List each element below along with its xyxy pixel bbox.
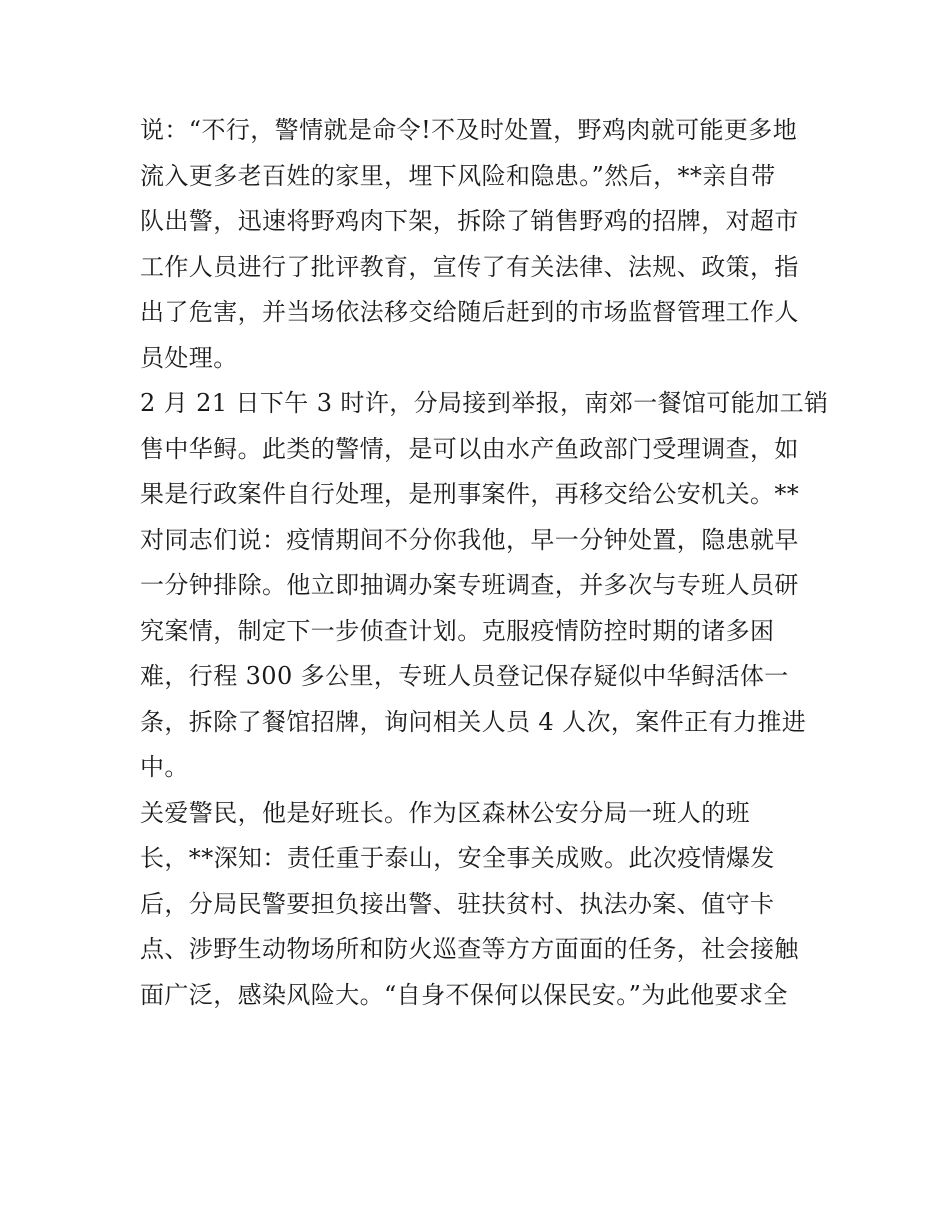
- text-line: 难，行程 300 多公里，专班人员登记保存疑似中华鲟活体一: [140, 662, 789, 690]
- text-line: 面广泛，感染风险大。“自身不保何以保民安。”为此他要求全: [140, 980, 788, 1009]
- text-line: 说：“不行，警情就是命令!不及时处置，野鸡肉就可能更多地: [140, 116, 798, 144]
- text-line: 关爱警民，他是好班长。作为区森林公安分局一班人的班: [140, 798, 750, 827]
- text-line: 果是行政案件自行处理，是刑事案件，再移交给公安机关。**: [140, 480, 800, 508]
- text-line: 中。: [140, 753, 189, 781]
- paragraph-caring-leader: [140, 791, 820, 1019]
- paragraph-supermarket-case: [140, 108, 820, 381]
- text-line: 出了危害，并当场依法移交给随后赶到的市场监督管理工作人: [140, 298, 799, 326]
- text-line: 条，拆除了餐馆招牌，询问相关人员 4 人次，案件正有力推进: [140, 707, 807, 736]
- text-line: 2 月 21 日下午 3 时许，分局接到举报，南郊一餐馆可能加工销: [140, 389, 829, 417]
- text-line: 队出警，迅速将野鸡肉下架，拆除了销售野鸡的招牌，对超市: [140, 207, 799, 235]
- text-line: 一分钟排除。他立即抽调办案专班调查，并多次与专班人员研: [140, 571, 799, 599]
- text-line: 点、涉野生动物场所和防火巡查等方方面面的任务，社会接触: [140, 935, 799, 963]
- paragraph-sturgeon-case: [140, 381, 829, 791]
- text-line: 后，分局民警要担负接出警、驻扶贫村、执法办案、值守卡: [140, 889, 775, 918]
- text-line: 究案情，制定下一步侦查计划。克服疫情防控时期的诸多困: [140, 616, 775, 645]
- text-line: 工作人员进行了批评教育，宣传了有关法律、法规、政策，指: [140, 252, 799, 281]
- text-line: 售中华鲟。此类的警情，是可以由水产鱼政部门受理调查，如: [140, 434, 799, 463]
- text-line: 对同志们说：疫情期间不分你我他，早一分钟处置，隐患就早: [140, 525, 799, 554]
- document-body: [140, 108, 829, 1018]
- text-line: 长，**深知：责任重于泰山，安全事关成败。此次疫情爆发: [140, 844, 775, 872]
- text-line: 员处理。: [140, 343, 238, 372]
- text-line: 流入更多老百姓的家里，埋下风险和隐患。”然后，**亲自带: [140, 161, 776, 190]
